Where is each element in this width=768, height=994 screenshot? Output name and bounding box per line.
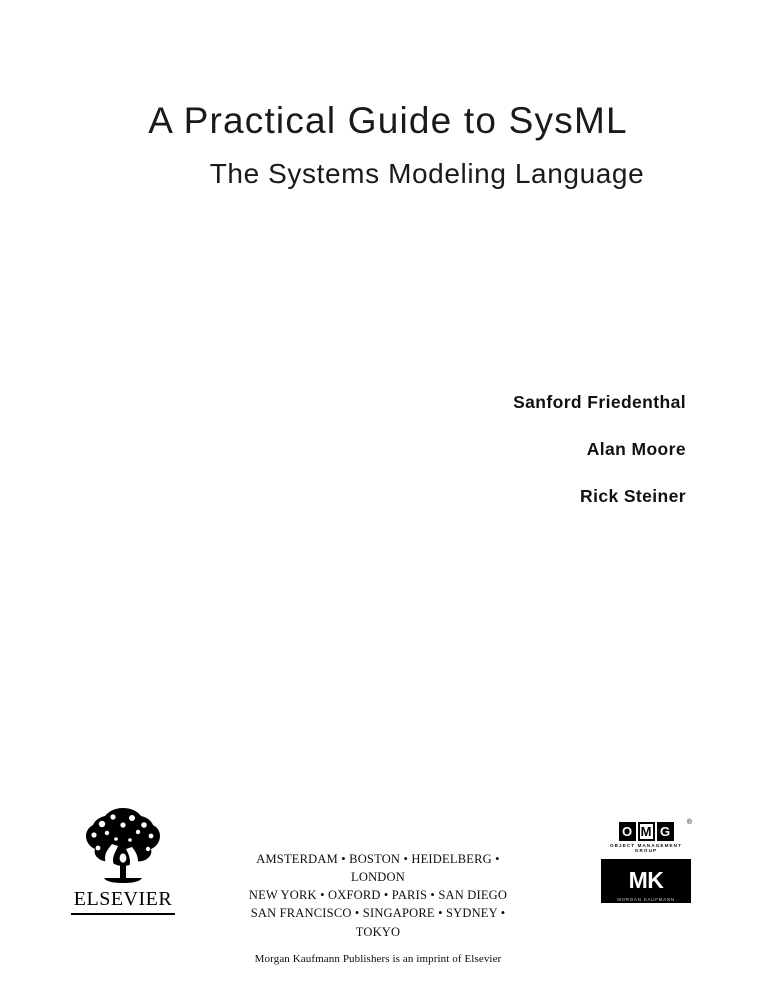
page-subtitle: The Systems Modeling Language: [209, 157, 645, 189]
title-block: [0, 100, 768, 190]
author-name: Rick Steiner: [580, 486, 686, 506]
elsevier-tree-icon: [80, 806, 166, 884]
registered-trademark-icon: ®: [686, 819, 692, 826]
author-list: [513, 392, 686, 507]
omg-letter-g: G: [657, 822, 674, 841]
author-name: Sanford Friedenthal: [513, 392, 686, 412]
omg-letter-m: M: [638, 822, 655, 841]
divider: [71, 913, 175, 915]
city-line: NEW YORK • OXFORD • PARIS • SAN DIEGO: [248, 888, 508, 903]
city-line: AMSTERDAM • BOSTON • HEIDELBERG • LONDON: [256, 852, 500, 885]
city-line: SAN FRANCISCO • SINGAPORE • SYDNEY • TOKYO: [250, 906, 506, 939]
omg-letter-o: O: [619, 822, 636, 841]
omg-logo: [598, 819, 694, 853]
page-title: A Practical Guide to SysML: [148, 100, 628, 141]
publisher-name: ELSEVIER: [73, 888, 173, 910]
logo-group: [598, 819, 694, 903]
city-list: [228, 850, 528, 965]
publisher-logo: [68, 806, 178, 915]
imprint-note: Morgan Kaufmann Publishers is an imprint of Elsevier: [254, 952, 502, 965]
morgan-kaufmann-logo: [601, 859, 691, 903]
mk-monogram: MK: [628, 867, 664, 893]
author-name: Alan Moore: [586, 439, 686, 459]
page-footer: [0, 806, 768, 965]
mk-tagline: MORGAN KAUFMANN: [617, 897, 675, 902]
omg-tagline: OBJECT MANAGEMENT GROUP: [609, 843, 683, 853]
